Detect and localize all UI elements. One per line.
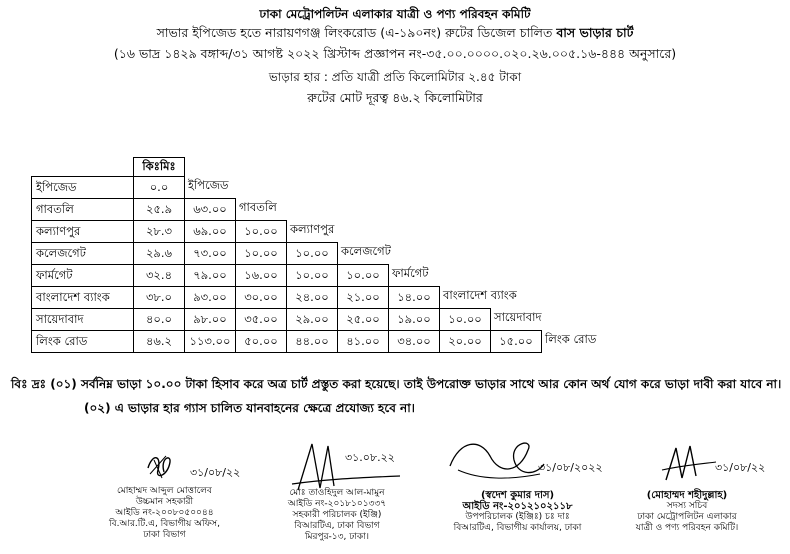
km-cell: ৪৬.২ xyxy=(133,330,185,353)
fare-cell: ১০.০০ xyxy=(439,308,491,331)
stop-name-cell: কলেজগেট xyxy=(31,242,134,265)
signature-3-line: উপপরিচালক (ইঞ্জিঃ) চঃ দাঃ xyxy=(465,512,570,522)
signature-4-line: ঢাকা মেট্রোপলিটন এলাকার xyxy=(637,512,737,522)
route-title-bold: বাস ভাড়ার চার্ট xyxy=(556,25,634,40)
note-1: বিঃ দ্রঃ (০১) সর্বনিম্ন ভাড়া ১০.০০ টাকা হিসাব করে অত্র চার্ট প্রস্তুত করা হয়েছে। তাই উপরোক্ত ভাড়ার সাথে আর কোন অর্থ যোগ করে ভাড়া দাবী করা যাবে না। xyxy=(11,377,782,391)
note-2: (০২) এ ভাড়ার হার গ্যাস চালিত যানবাহনের ক্ষেত্রে প্রযোজ্য হবে না। xyxy=(84,401,415,415)
signature-1-name: মোহাম্মদ আব্দুল মোত্তালেব xyxy=(117,486,212,496)
diagonal-stop-label: লিংক রোড xyxy=(545,332,597,346)
route-title xyxy=(0,25,790,45)
fare-cell: ১৪.০০ xyxy=(388,286,440,309)
fare-cell: ১০.০০ xyxy=(235,242,287,265)
signature-2-line: আইডি নং-২০১৮১০১৩৩৭ xyxy=(287,499,387,509)
signature-1-line: উচ্চমান সহকারী xyxy=(135,497,194,507)
km-cell: ২৮.৩ xyxy=(133,220,185,243)
km-cell: ৩৮.০ xyxy=(133,286,185,309)
km-cell: ৪০.০ xyxy=(133,308,185,331)
signature-1-line: আইডি নং-২০০৮০৫০০৪৪ xyxy=(115,508,214,518)
stop-name-cell: সায়েদাবাদ xyxy=(31,308,134,331)
km-column-header: কিঃমিঃ xyxy=(133,157,185,177)
stop-name-cell: বাংলাদেশ ব্যাংক xyxy=(31,286,134,309)
signature-4-date: ৩১/০৮/২২ xyxy=(715,461,766,474)
signature-block-4 xyxy=(612,490,762,534)
fare-cell: ২৪.০০ xyxy=(286,286,338,309)
signature-2-name: মোঃ তাওহিদুল আল-মামুন xyxy=(289,488,385,498)
signature-1-line: বি.আর.টি.এ, বিভাগীয় অফিস, xyxy=(109,519,220,529)
signature-3-line: আইডি নং-২০১২১০২১১৮ xyxy=(462,501,573,512)
signature-3-date: ৩১/০৮/২০২২ xyxy=(538,461,603,474)
km-cell: ০.০ xyxy=(133,176,185,199)
diagonal-stop-label: সায়েদাবাদ xyxy=(494,310,542,324)
diagonal-stop-label: ফার্মগেট xyxy=(392,266,429,280)
route-distance: রুটের মোট দূরত্ব ৪৬.২ কিলোমিটার xyxy=(307,90,483,105)
stop-name-cell: কল্যাণপুর xyxy=(31,220,134,243)
committee-title: ঢাকা মেট্রোপলিটন এলাকার যাত্রী ও পণ্য পরিবহন কমিটি xyxy=(259,7,531,21)
signature-block-1 xyxy=(82,486,247,541)
fare-cell: ১৬.০০ xyxy=(235,264,287,287)
signature-2-line: সহকারী পরিচালক (ইঞ্জি) xyxy=(292,510,382,520)
signature-3-line: বিআরটিএ, বিভাগীয় কার্যালয়, ঢাকা xyxy=(453,523,582,533)
signature-1-date: ৩১/০৮/২২ xyxy=(190,466,241,479)
stop-name-cell: গাবতলি xyxy=(31,198,134,221)
fare-cell: ৩০.০০ xyxy=(235,286,287,309)
signature-2-line: মিরপুর-১৩, ঢাকা। xyxy=(304,532,370,542)
signature-2-date: ৩১.০৮.২২ xyxy=(345,451,395,464)
fare-cell: ৫০.০০ xyxy=(235,330,287,353)
signature-3-name: (স্বদেশ কুমার দাস) xyxy=(480,490,555,501)
fare-cell: ৬৩.০০ xyxy=(184,198,236,221)
fare-cell: ৪১.০০ xyxy=(337,330,389,353)
fare-cell: ২১.০০ xyxy=(337,286,389,309)
stop-name-cell: লিংক রোড xyxy=(31,330,134,353)
diagonal-stop-label: গাবতলি xyxy=(239,200,277,214)
signature-4-name: (মোহাম্মদ শহীদুল্লাহ) xyxy=(646,490,728,501)
signature-4-line: সদস্য সচিব xyxy=(666,501,708,511)
fare-cell: ৯৩.০০ xyxy=(184,286,236,309)
km-cell: ২৫.৯ xyxy=(133,198,185,221)
fare-cell: ৩৫.০০ xyxy=(235,308,287,331)
fare-cell: ৩৪.০০ xyxy=(388,330,440,353)
fare-cell: ১০.০০ xyxy=(286,264,338,287)
diagonal-stop-label: ইপিজেড xyxy=(188,178,229,192)
fare-cell: ৪৪.০০ xyxy=(286,330,338,353)
fare-cell: ১০.০০ xyxy=(286,242,338,265)
diagonal-stop-label: কল্যাণপুর xyxy=(290,222,335,236)
fare-cell: ১৫.০০ xyxy=(490,330,542,353)
stop-name-cell: ফার্মগেট xyxy=(31,264,134,287)
signature-4-line: যাত্রী ও পণ্য পরিবহন কমিটি। xyxy=(635,523,739,533)
fare-cell: ২০.০০ xyxy=(439,330,491,353)
fare-cell: ১১৩.০০ xyxy=(184,330,236,353)
fare-cell: ১০.০০ xyxy=(337,264,389,287)
diagonal-stop-label: কলেজগেট xyxy=(341,244,391,258)
signature-block-2 xyxy=(262,488,412,543)
km-cell: ২৯.৬ xyxy=(133,242,185,265)
fare-cell: ১০.০০ xyxy=(235,220,287,243)
fare-cell: ২৫.০০ xyxy=(337,308,389,331)
notification-reference: (১৬ ভাদ্র ১৪২৯ বঙ্গাব্দ/৩১ আগষ্ট ২০২২ খ্রিস্টাব্দ প্রজ্ঞাপন নং-৩৫.০০.০০০০.০২০.২৬.০০৫.১৬-৪৪৪ অনুসারে) xyxy=(113,46,677,61)
signature-1-line: ঢাকা বিভাগ xyxy=(143,530,186,540)
fare-cell: ৭৩.০০ xyxy=(184,242,236,265)
diagonal-stop-label: বাংলাদেশ ব্যাংক xyxy=(443,288,517,302)
fare-rate: ভাড়ার হার : প্রতি যাত্রী প্রতি কিলোমিটার ২.৪৫ টাকা xyxy=(268,70,522,84)
stop-name-cell: ইপিজেড xyxy=(31,176,134,199)
fare-cell: ২৯.০০ xyxy=(286,308,338,331)
fare-cell: ৬৯.০০ xyxy=(184,220,236,243)
signature-3-scribble xyxy=(440,436,550,486)
km-cell: ৩২.৪ xyxy=(133,264,185,287)
signature-block-3 xyxy=(430,490,605,534)
fare-cell: ৯৮.০০ xyxy=(184,308,236,331)
signature-2-line: বিআরটিএ, ঢাকা বিভাগ xyxy=(294,521,380,531)
fare-cell: ১৯.০০ xyxy=(388,308,440,331)
route-title-text: সাভার ইপিজেড হতে নারায়ণগঞ্জ লিংকরোড (এ-১৯০নং) রুটের ডিজেল চালিত xyxy=(156,25,557,40)
fare-cell: ৭৯.০০ xyxy=(184,264,236,287)
signature-4-scribble xyxy=(660,440,720,490)
